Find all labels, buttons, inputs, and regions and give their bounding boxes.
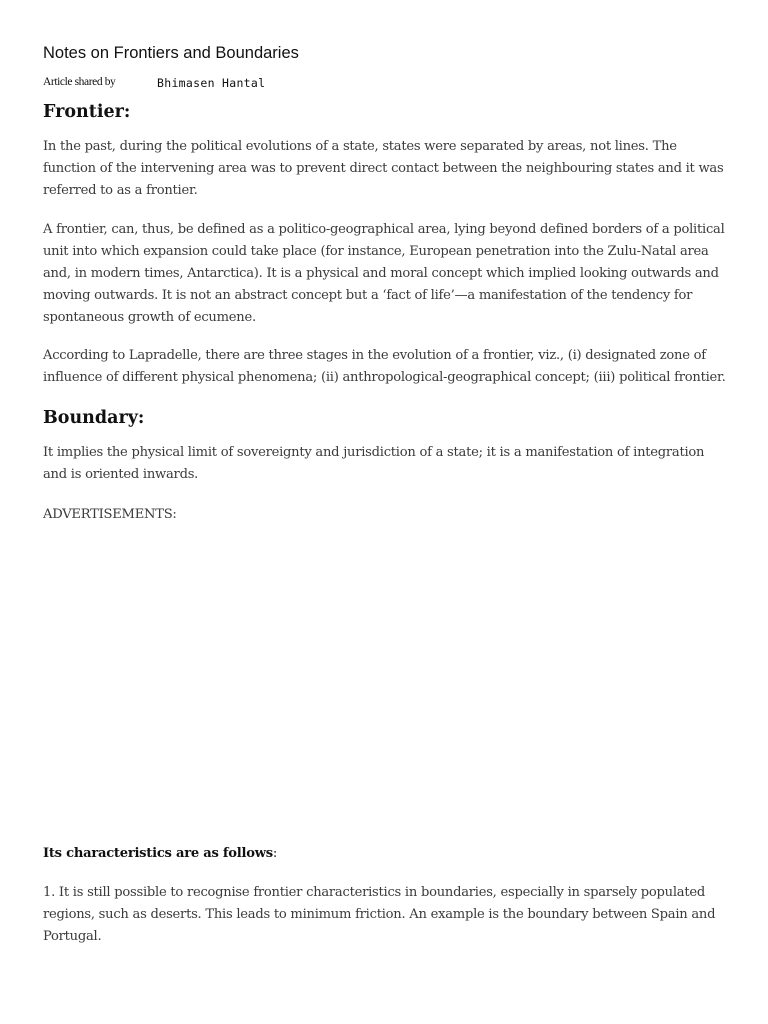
frontier-paragraph-3: According to Lapradelle, there are three stages in the evolution of a frontier, viz., (i) designated zone of influence of different physical phenomena; (ii) anthropological-geographical concept; (iii) political frontier. [43,348,726,385]
characteristic-item-1: 1. It is still possible to recognise frontier characteristics in boundaries, especially in sparsely populated regions, such as deserts. This leads to minimum friction. An example is the boundary between Spain and Portugal. [43,885,716,944]
article-title: Notes on Frontiers and Boundaries [43,44,299,62]
advertisement-slot [43,530,727,830]
frontier-paragraph-2: A frontier, can, thus, be defined as a politico-geographical area, lying beyond defined borders of a political unit into which expansion could take place (for instance, European penetration into the Zulu-Natal area and, in modern times, Antarctica). It is a physical and moral concept which implied looking outwards and moving outwards. It is not an abstract concept but a ‘fact of life’—a manifestation of the tendency for spontaneous growth of ecumene. [43,222,725,325]
characteristics-heading-text: Its characteristics are as follows [43,846,273,861]
boundary-paragraph-1: It implies the physical limit of sovereignty and jurisdiction of a state; it is a manifestation of integration and is oriented inwards. [43,445,705,482]
characteristics-heading-colon: : [272,846,278,861]
byline-prefix: Article shared by [43,76,116,88]
frontier-paragraph-1: In the past, during the political evolutions of a state, states were separated by areas, not lines. The function of the intervening area was to prevent direct contact between the neighbouring states and it was referred to as a frontier. [43,139,724,198]
boundary-heading: Boundary: [43,408,145,428]
frontier-heading: Frontier: [43,102,131,122]
advertisements-label: ADVERTISEMENTS: [43,507,177,522]
byline-author-link[interactable]: Bhimasen Hantal [157,76,266,90]
characteristics-heading [43,843,277,865]
